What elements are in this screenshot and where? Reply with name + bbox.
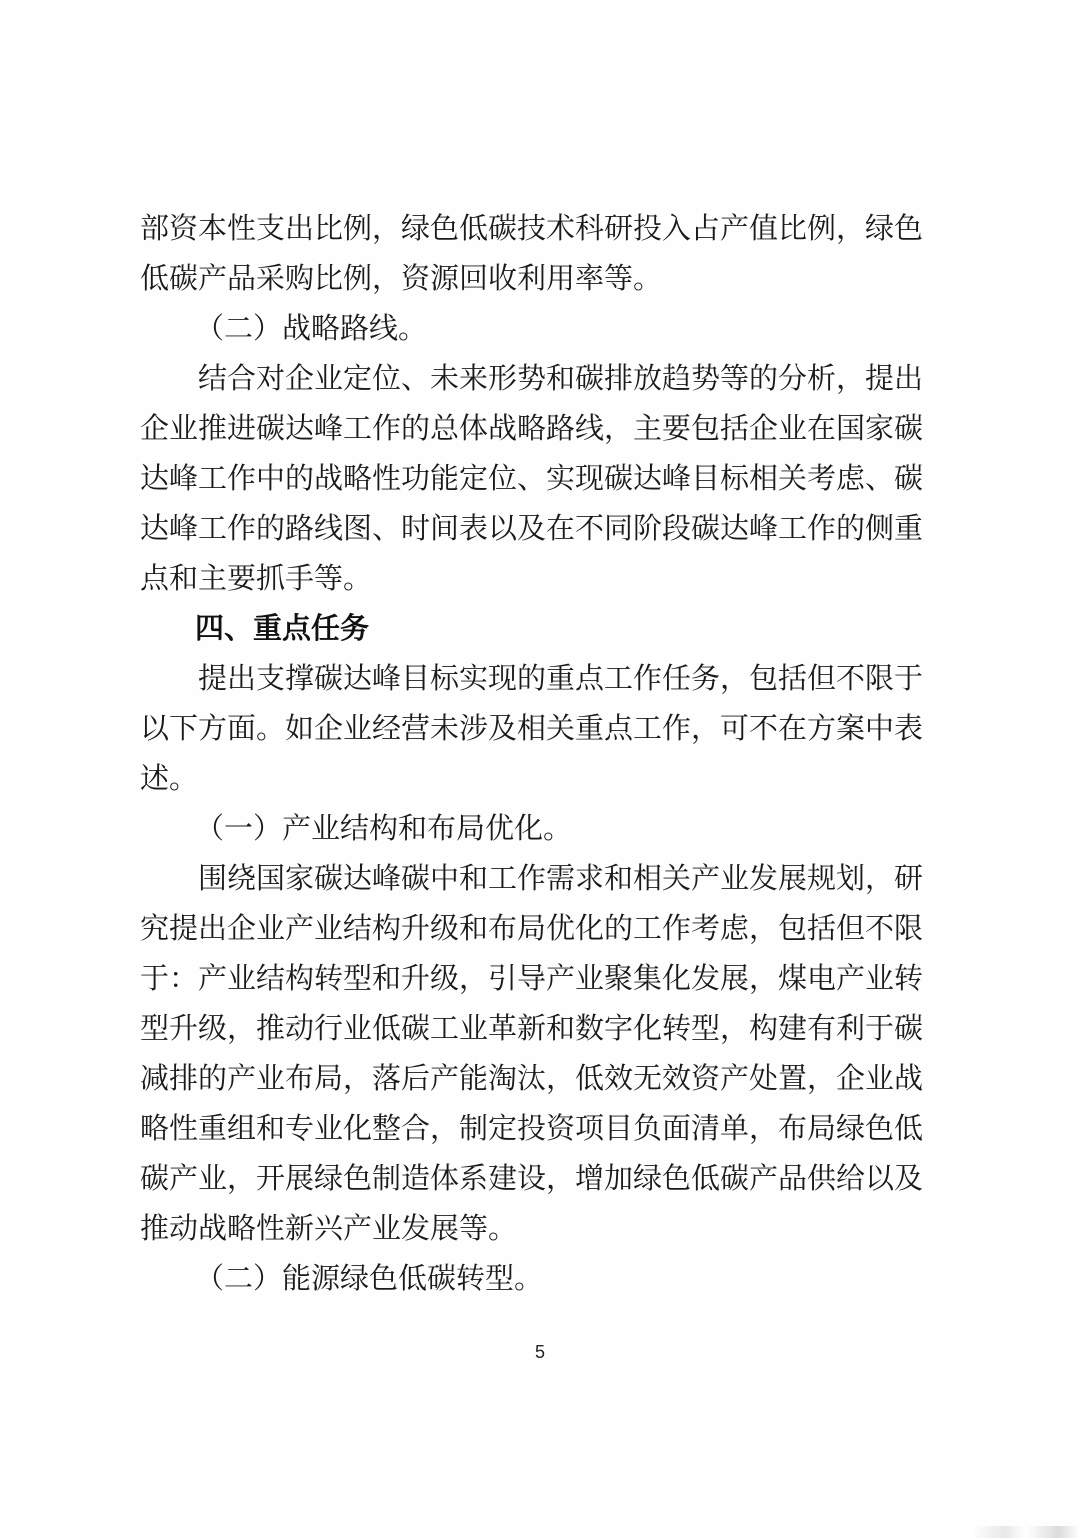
scan-edge-shadow [0,1526,1080,1538]
paragraph-line: 究提出企业产业结构升级和布局优化的工作考虑，包括但不限 [140,911,924,945]
paragraph-line: 低碳产品采购比例，资源回收利用率等。 [140,261,663,295]
paragraph-line: 推动战略性新兴产业发展等。 [140,1211,518,1245]
page-number: 5 [534,1342,545,1362]
paragraph-line: 点和主要抓手等。 [140,561,373,595]
subsection-heading-industry: （一）产业结构和布局优化。 [195,811,573,845]
section-heading-key-tasks: 四、重点任务 [195,611,370,645]
paragraph-line: 减排的产业布局，落后产能淘汰，低效无效资产处置，企业战 [140,1061,924,1095]
paragraph-line: 企业推进碳达峰工作的总体战略路线，主要包括企业在国家碳 [140,411,924,445]
paragraph-line: 述。 [140,761,199,795]
paragraph-line: 碳产业，开展绿色制造体系建设，增加绿色低碳产品供给以及 [140,1161,924,1195]
paragraph-line: 达峰工作的路线图、时间表以及在不同阶段碳达峰工作的侧重 [140,511,924,545]
paragraph-line: 型升级，推动行业低碳工业革新和数字化转型，构建有利于碳 [140,1011,924,1045]
paragraph-line: 以下方面。如企业经营未涉及相关重点工作，可不在方案中表 [140,711,924,745]
paragraph-line: 部资本性支出比例，绿色低碳技术科研投入占产值比例，绿色 [140,211,924,245]
paragraph-line: 结合对企业定位、未来形势和碳排放趋势等的分析，提出 [198,361,924,395]
paragraph-line: 于：产业结构转型和升级，引导产业聚集化发展，煤电产业转 [140,961,924,995]
paragraph-line: 达峰工作中的战略性功能定位、实现碳达峰目标相关考虑、碳 [140,461,924,495]
paragraph-line: 略性重组和专业化整合，制定投资项目负面清单，布局绿色低 [140,1111,924,1145]
paragraph-line: 提出支撑碳达峰目标实现的重点工作任务，包括但不限于 [198,661,924,695]
subsection-heading-strategy: （二）战略路线。 [195,311,428,345]
subsection-heading-energy: （二）能源绿色低碳转型。 [195,1261,544,1295]
paragraph-line: 围绕国家碳达峰碳中和工作需求和相关产业发展规划，研 [198,861,924,895]
